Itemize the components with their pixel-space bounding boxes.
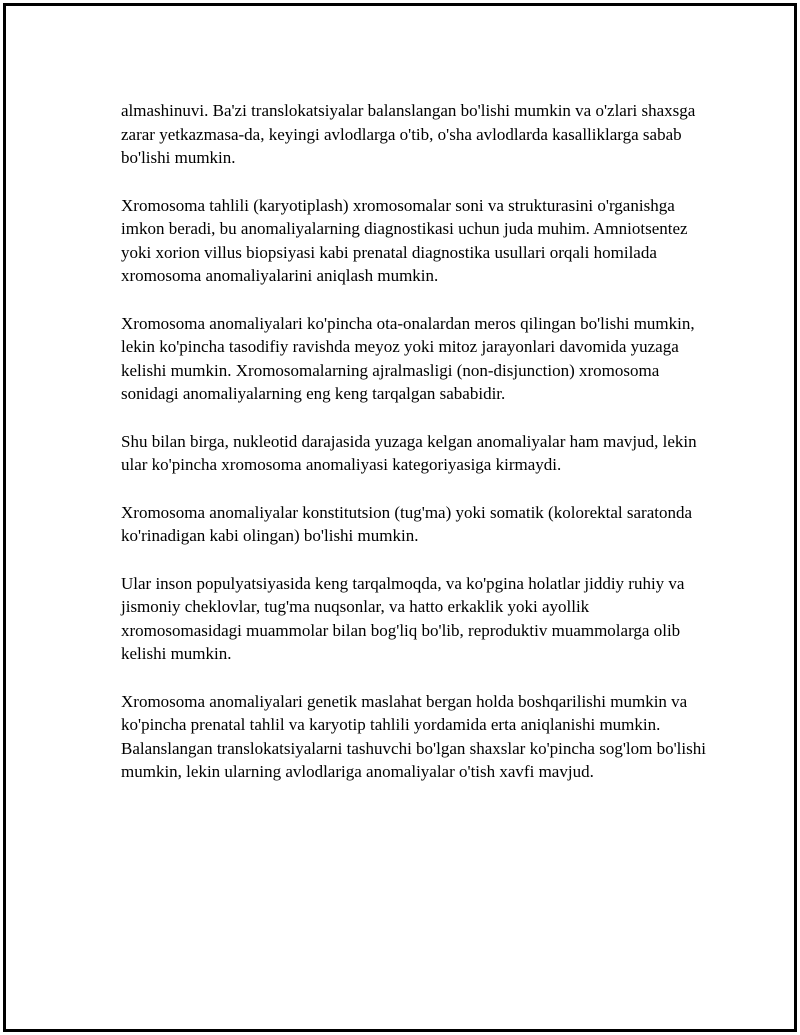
paragraph: Xromosoma anomaliyalari ko'pincha ota-onalardan meros qilingan bo'lishi mumkin, lekin ko'pincha tasodifiy ravishda meyoz yoki mitoz jarayonlari davomida yuzaga kelishi mumkin. Xromosomalarning ajralmasligi (non-disjunction) xromosoma sonidagi anomaliyalarning eng keng tarqalgan sababidir.	[121, 313, 695, 403]
paragraph: Xromosoma anomaliyalari genetik maslahat bergan holda boshqarilishi mumkin va ko'pincha prenatal tahlil va karyotip tahlili yordamida erta aniqlanishi mumkin. Balanslangan translokatsiyalarni tashuvchi bo'lgan shaxslar ko'pincha sog'lom bo'lishi mumkin, lekin ularning avlodlariga anomaliyalar o'tish xavfi mavjud.	[121, 691, 706, 781]
paragraph: almashinuvi. Ba'zi translokatsiyalar balanslangan bo'lishi mumkin va o'zlari shaxsga zarar yetkazmasa-da, keyingi avlodlarga o'tib, o'sha avlodlarda kasalliklarga sabab bo'lishi mumkin.	[121, 101, 696, 167]
paragraph: Ular inson populyatsiyasida keng tarqalmoqda, va ko'pgina holatlar jiddiy ruhiy va jismoniy cheklovlar, tug'ma nuqsonlar, va hatto erkaklik yoki ayollik xromosomasidagi muammolar bilan bog'liq bo'lib, reproduktiv muammolarga olib kelishi mumkin.	[121, 573, 685, 663]
paragraph: Xromosoma tahlili (karyotiplash) xromosomalar soni va strukturasini o'rganishga imkon beradi, bu anomaliyalarning diagnostikasi uchun juda muhim. Amniotsentez yoki xorion villus biopsiyasi kabi prenatal diagnostika usullari orqali homilada xromosoma anomaliyalarini aniqlash mumkin.	[121, 195, 688, 285]
paragraph: Xromosoma anomaliyalar konstitutsion (tug'ma) yoki somatik (kolorektal saratonda ko'rinadigan kabi olingan) bo'lishi mumkin.	[121, 502, 693, 545]
paragraph: Shu bilan birga, nukleotid darajasida yuzaga kelgan anomaliyalar ham mavjud, lekin ular ko'pincha xromosoma anomaliyasi kategoriyasiga kirmaydi.	[121, 431, 697, 474]
document-body	[121, 99, 706, 808]
page-frame	[3, 3, 797, 1032]
